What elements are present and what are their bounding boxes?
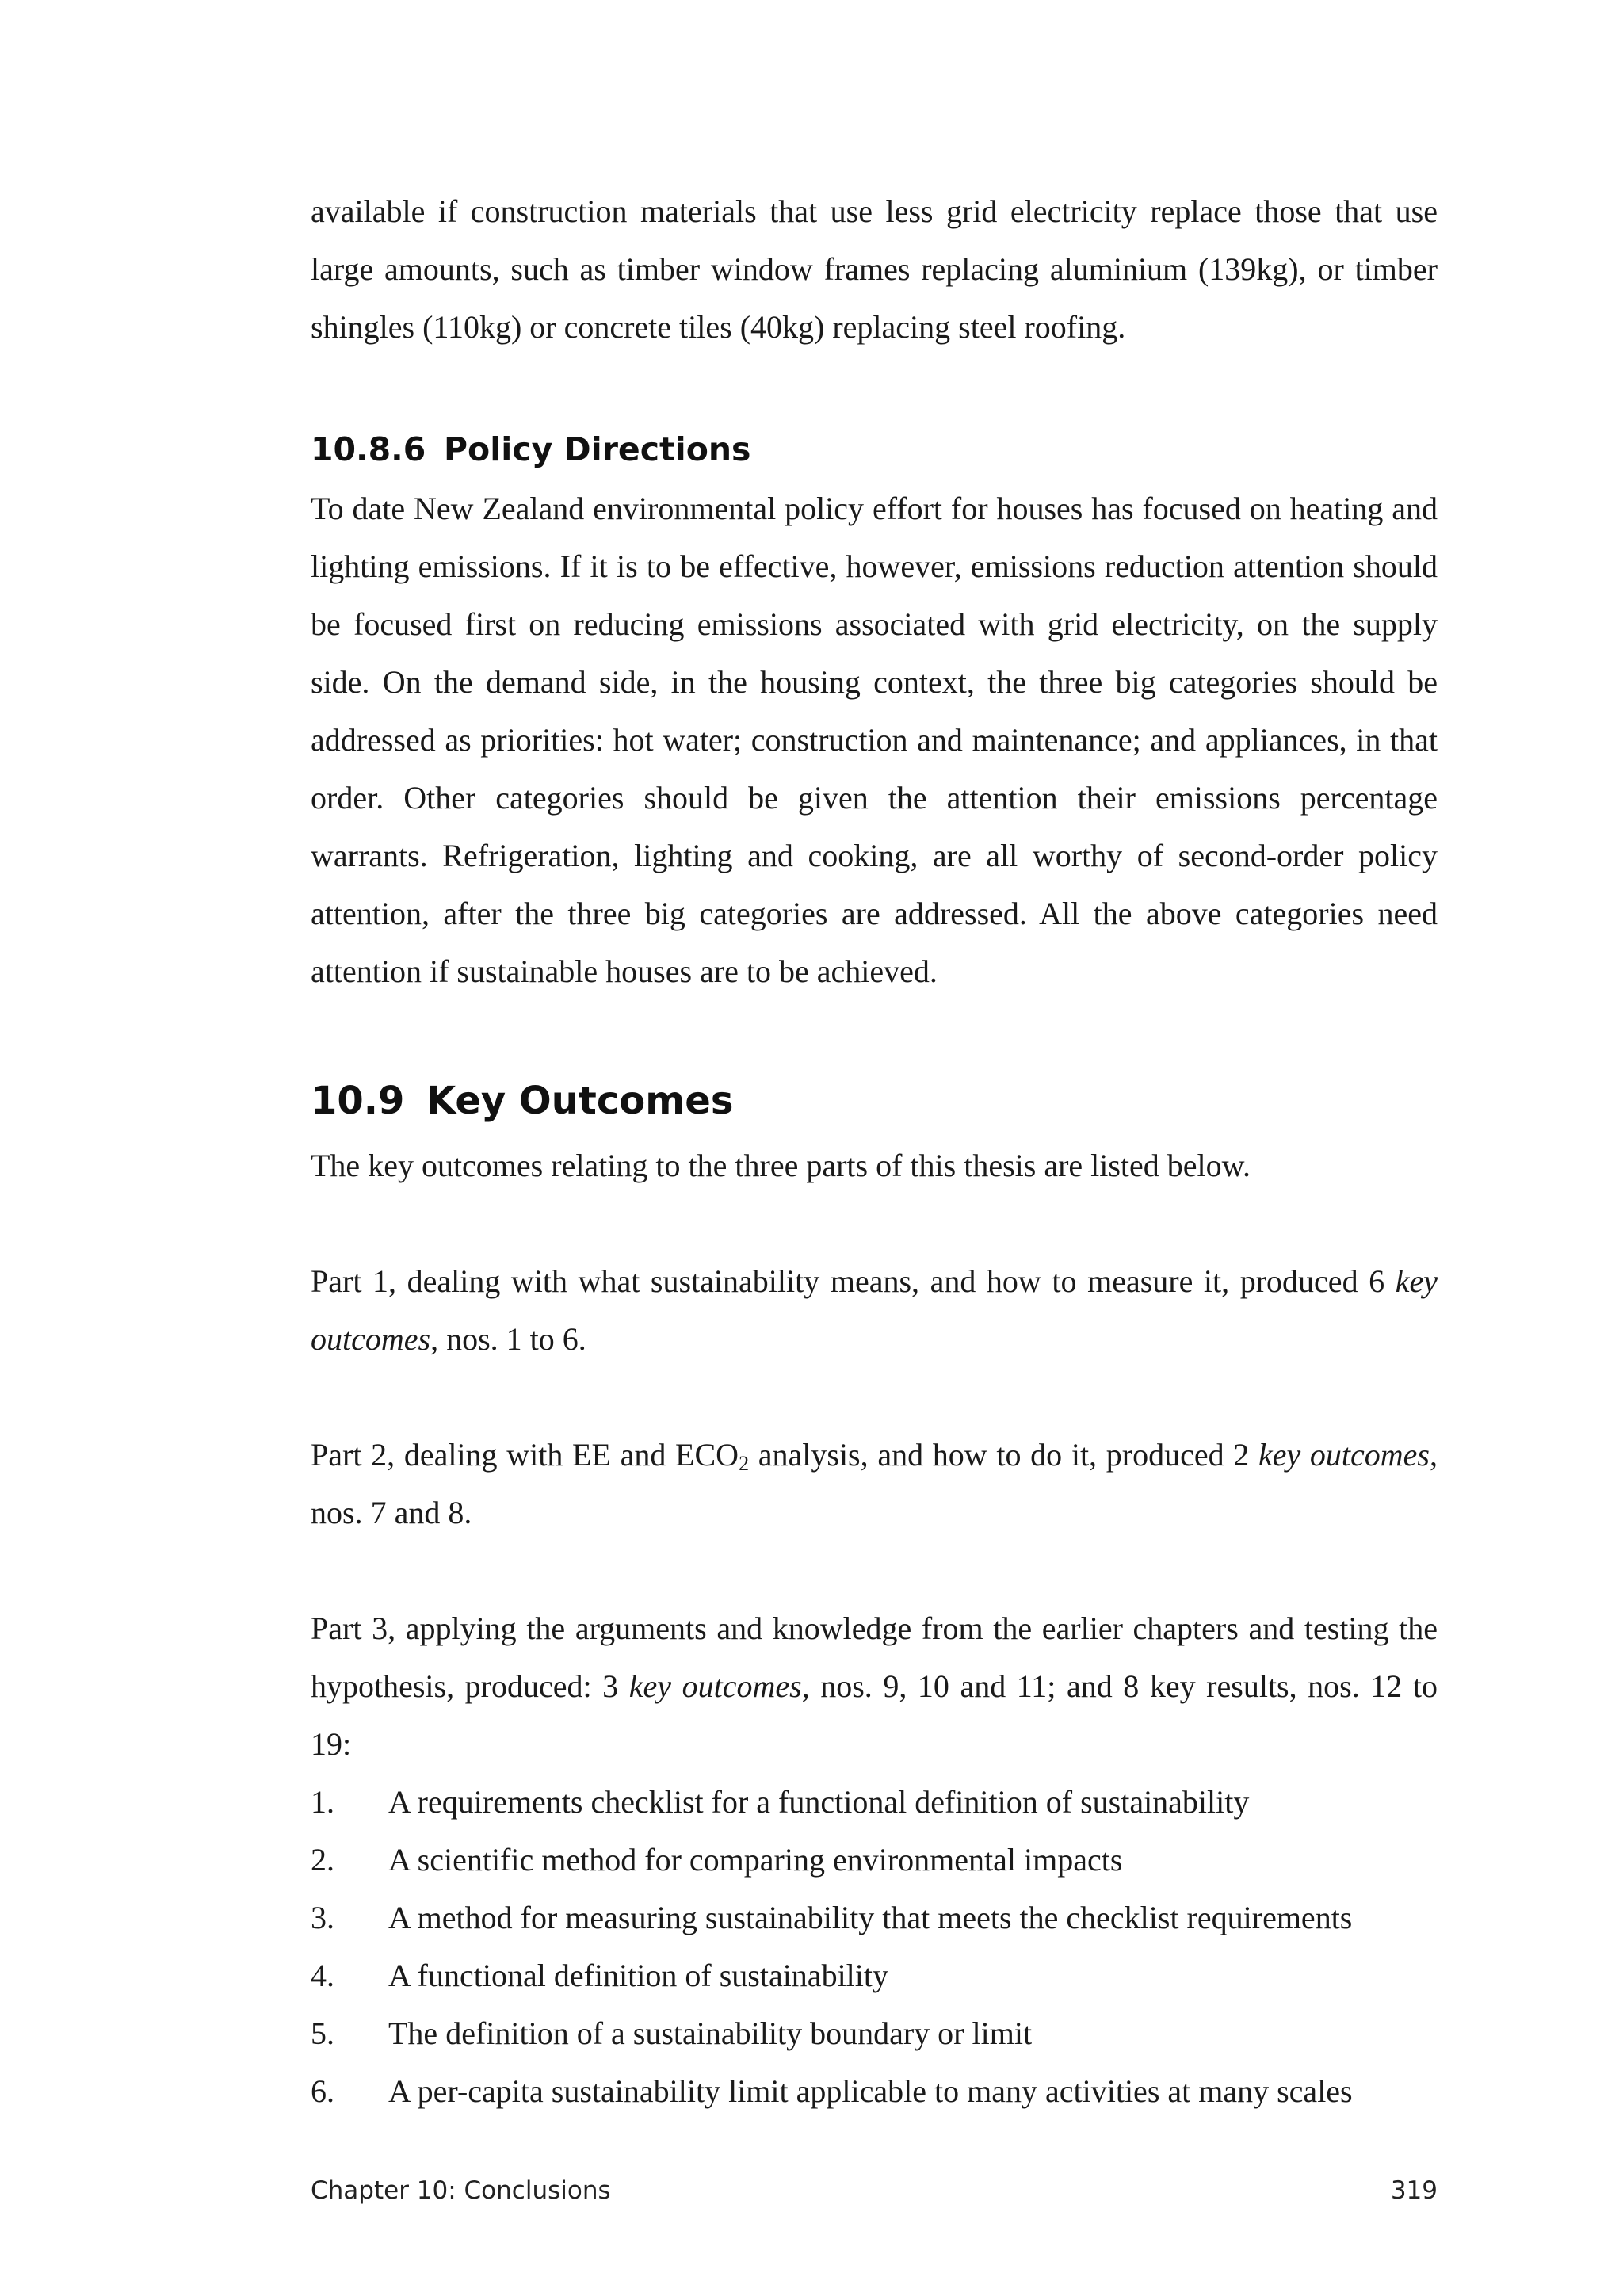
list-item-number: 4. — [311, 1958, 334, 1993]
intro-paragraph: available if construction materials that use less grid electricity replace those that use large amounts, such as timber window frames replacing aluminium (139kg), or timber shingles (110kg) or concrete tiles (40kg) replacing steel roofing. — [311, 193, 1438, 345]
policy-directions-paragraph: To date New Zealand environmental policy effort for houses has focused on heating and lighting emissions. If it is to be effective, however, emissions reduction attention should be focused first on reducing emissions associated with grid electricity, on the supply side. On the demand side, in the housing context, the three big categories should be addressed as priorities: hot water; construction and maintenance; and appliances, in that order. Other categories should be given the attention their emissions percentage warrants. Refrigeration, lighting and cooking, are all worthy of second-order policy attention, after the three big categories are addressed. All the above categories need attention if sustainable houses are to be achieved. — [311, 491, 1438, 989]
list-item — [311, 1946, 1438, 2004]
part3-lead: Part 3, applying the arguments and knowledge from the earlier chapters and testing the hypothesis, produced: 3 — [311, 1610, 1438, 1704]
section-number: 10.9 — [311, 1079, 405, 1123]
section-heading-10-9 — [311, 1073, 1438, 1129]
list-item-number: 2. — [311, 1842, 334, 1878]
part1-tail: , nos. 1 to 6. — [430, 1321, 586, 1357]
section-title: Policy Directions — [444, 430, 751, 468]
part3-italic: key outcomes — [628, 1668, 802, 1704]
list-item-number: 3. — [311, 1900, 334, 1935]
part2-tail: , nos. 7 and 8. — [311, 1437, 1438, 1530]
list-item-text: A functional definition of sustainability — [388, 1958, 889, 1993]
list-item — [311, 1889, 1438, 1946]
page-number: 319 — [1390, 2176, 1438, 2205]
list-item-text: The definition of a sustainability boundary or limit — [388, 2015, 1033, 2051]
list-item-text: A requirements checklist for a functional definition of sustainability — [388, 1784, 1250, 1820]
list-item — [311, 2062, 1438, 2120]
page-content — [311, 182, 1438, 2120]
section-heading-10-8-6 — [311, 426, 1438, 473]
key-outcomes-list — [311, 1773, 1438, 2120]
part2-subscript: 2 — [739, 1452, 750, 1475]
list-item-text: A scientific method for comparing environmental impacts — [388, 1842, 1123, 1878]
key-outcomes-intro: The key outcomes relating to the three parts of this thesis are listed below. — [311, 1148, 1251, 1183]
part3-paragraph — [311, 1599, 1438, 1773]
part2-mid: analysis, and how to do it, produced 2 — [749, 1437, 1258, 1473]
list-item-text: A method for measuring sustainability that meets the checklist requirements — [388, 1900, 1353, 1935]
part1-paragraph — [311, 1252, 1438, 1368]
list-item — [311, 1831, 1438, 1889]
part2-italic: key outcomes — [1258, 1437, 1430, 1473]
list-item-text: A per-capita sustainability limit applicable to many activities at many scales — [388, 2073, 1353, 2109]
page-footer — [311, 2176, 1438, 2205]
section-title: Key Outcomes — [426, 1079, 734, 1123]
part3-tail: , nos. 9, 10 and 11; and 8 key results, nos. 12 to 19: — [311, 1668, 1438, 1762]
part2-paragraph — [311, 1426, 1438, 1541]
part1-italic: key outcomes — [311, 1263, 1438, 1357]
list-item-number: 6. — [311, 2073, 334, 2109]
footer-chapter-title: Chapter 10: Conclusions — [311, 2176, 611, 2205]
section-number: 10.8.6 — [311, 430, 426, 468]
part2-lead: Part 2, dealing with EE and ECO — [311, 1437, 739, 1473]
list-item — [311, 2004, 1438, 2062]
list-item-number: 5. — [311, 2015, 334, 2051]
part1-lead: Part 1, dealing with what sustainability means, and how to measure it, produced 6 — [311, 1263, 1396, 1299]
list-item-number: 1. — [311, 1784, 334, 1820]
list-item — [311, 1773, 1438, 1831]
